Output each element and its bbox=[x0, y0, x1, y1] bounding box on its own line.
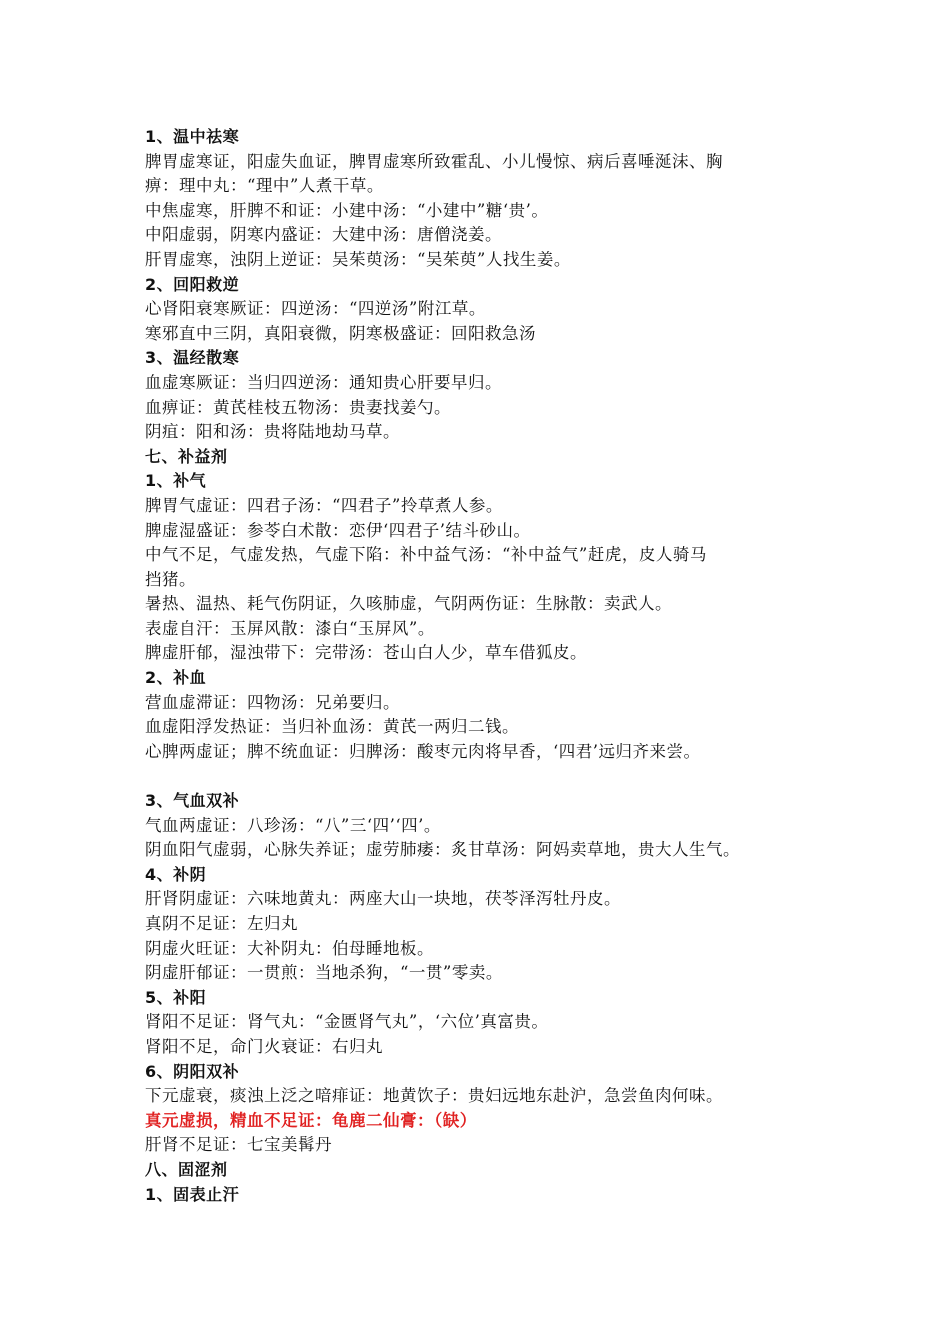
text-line: 肾阳不足证：肾气丸：“金匮肾气丸”，‘六位’真富贵。 bbox=[145, 1012, 549, 1032]
section-heading: 5、补阳 bbox=[145, 987, 207, 1007]
section-heading: 6、阴阳双补 bbox=[145, 1061, 240, 1081]
text-line: 暑热、温热、耗气伤阴证，久咳肺虚，气阴两伤证：生脉散：卖武人。 bbox=[145, 594, 672, 614]
section-heading: 3、温经散寒 bbox=[145, 348, 240, 368]
text-line: 肝胃虚寒，浊阴上逆证：吴茱萸汤：“吴茱萸”人找生姜。 bbox=[145, 249, 571, 269]
text-line: 心脾两虚证；脾不统血证：归脾汤：酸枣元肉将早香，‘四君’远归齐来尝。 bbox=[145, 741, 701, 761]
text-line: 阴疽：阳和汤：贵将陆地劫马草。 bbox=[145, 422, 400, 442]
section-heading: 1、温中祛寒 bbox=[145, 127, 240, 146]
section-heading: 2、回阳救逆 bbox=[145, 274, 240, 294]
text-line: 中焦虚寒，肝脾不和证：小建中汤：“小建中”糖‘贵’。 bbox=[145, 200, 549, 220]
section-heading: 3、气血双补 bbox=[145, 791, 240, 811]
text-line: 心肾阳衰寒厥证：四逆汤：“四逆汤”附江草。 bbox=[145, 299, 486, 319]
text-line: 营血虚滞证：四物汤：兄弟要归。 bbox=[145, 692, 400, 712]
text-line: 表虚自汗：玉屏风散：漆白“玉屏风”。 bbox=[145, 618, 435, 638]
text-line: 阴虚火旺证：大补阴丸：伯母睡地板。 bbox=[145, 938, 434, 958]
text-line: 肾阳不足，命门火衰证：右归丸 bbox=[145, 1036, 383, 1056]
text-line: 血痹证：黄芪桂枝五物汤：贵妻找姜勺。 bbox=[145, 397, 451, 417]
section-heading: 八、固涩剂 bbox=[145, 1159, 228, 1179]
text-line: 挡猪。 bbox=[145, 569, 196, 589]
document-body bbox=[145, 125, 835, 1207]
text-line: 气血两虚证：八珍汤：“八”三‘四’‘四’。 bbox=[145, 815, 441, 835]
text-line: 血虚寒厥证：当归四逆汤：通知贵心肝要早归。 bbox=[145, 372, 502, 392]
blank-line bbox=[145, 764, 835, 789]
text-line: 真阴不足证：左归丸 bbox=[145, 914, 298, 933]
section-heading: 1、补气 bbox=[145, 471, 207, 491]
text-line: 血虚阳浮发热证：当归补血汤：黄芪一两归二钱。 bbox=[145, 717, 519, 737]
text-line: 阴虚肝郁证：一贯煎：当地杀狗，“一贯”零卖。 bbox=[145, 963, 503, 983]
text-line: 阴血阳气虚弱，心脉失养证；虚劳肺痿：炙甘草汤：阿妈卖草地，贵大人生气。 bbox=[145, 840, 740, 860]
text-line: 寒邪直中三阴，真阳衰微，阴寒极盛证：回阳救急汤 bbox=[145, 323, 536, 343]
text-line: 脾胃气虚证：四君子汤：“四君子”拎草煮人参。 bbox=[145, 495, 503, 515]
text-line: 中阳虚弱，阴寒内盛证：大建中汤：唐僧浇姜。 bbox=[145, 225, 502, 245]
text-line: 痹：理中丸：“理中”人煮干草。 bbox=[145, 176, 384, 196]
text-line: 下元虚衰，痰浊上泛之喑痱证：地黄饮子：贵妇远地东赴沪，急尝鱼肉何味。 bbox=[145, 1086, 723, 1106]
text-line: 肝肾不足证：七宝美髯丹 bbox=[145, 1135, 332, 1155]
section-heading: 七、补益剂 bbox=[145, 446, 228, 466]
text-line: 中气不足，气虚发热，气虚下陷：补中益气汤：“补中益气”赶虎，皮人骑马 bbox=[145, 545, 707, 565]
text-line: 脾虚湿盛证：参苓白术散：恋伊‘四君子’结斗砂山。 bbox=[145, 520, 531, 540]
text-line: 脾虚肝郁，湿浊带下：完带汤：苍山白人少，草车借狐皮。 bbox=[145, 643, 587, 663]
section-heading: 1、固表止汗 bbox=[145, 1184, 240, 1204]
text-line: 脾胃虚寒证，阳虚失血证，脾胃虚寒所致霍乱、小儿慢惊、病后喜唾涎沫、胸 bbox=[145, 151, 723, 171]
highlighted-line: 真元虚损，精血不足证：龟鹿二仙膏：（缺） bbox=[145, 1110, 477, 1130]
section-heading: 2、补血 bbox=[145, 668, 207, 688]
section-heading: 4、补阴 bbox=[145, 864, 207, 884]
text-line: 肝肾阴虚证：六味地黄丸：两座大山一块地，茯苓泽泻牡丹皮。 bbox=[145, 889, 621, 909]
